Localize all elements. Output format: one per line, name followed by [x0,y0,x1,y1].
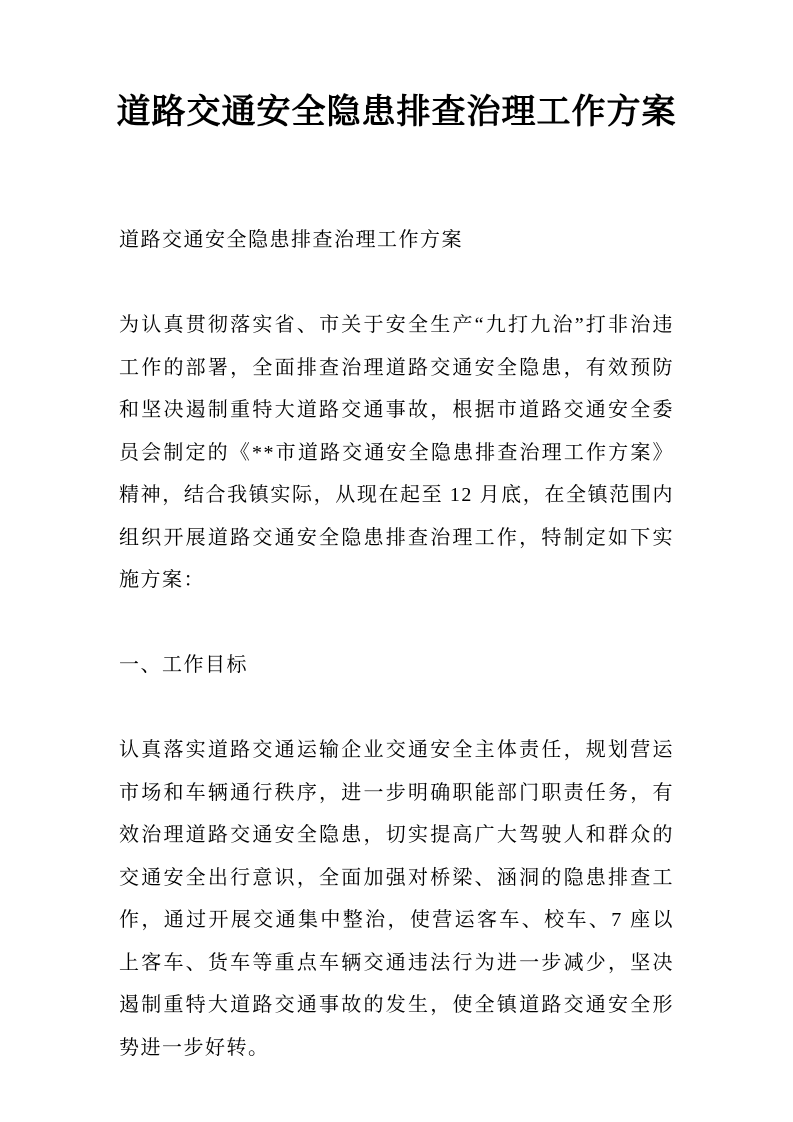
document-body [0,135,793,1069]
section-heading-work-goals: 一、工作目标 [119,654,248,676]
document-title: 道路交通安全隐患排查治理工作方案 [116,94,677,131]
document-subtitle: 道路交通安全隐患排查治理工作方案 [119,229,463,251]
paragraph-work-goals: 认真落实道路交通运输企业交通安全主体责任，规划营运市场和车辆通行秩序，进一步明确职能部门职责任务，有效治理道路交通安全隐患，切实提高广大驾驶人和群众的交通安全出行意识，全面加强对桥梁、涵洞的隐患排查工作，通过开展交通集中整治，使营运客车、校车、7 座以上客车、货车等重点车辆交通违法行为进一步减少，坚决遏制重特大道路交通事故的发生，使全镇道路交通安全形势进一步好转。 [119,739,674,1059]
paragraph-preamble: 为认真贯彻落实省、市关于安全生产“九打九治”打非治违工作的部署，全面排查治理道路交通安全隐患，有效预防和坚决遏制重特大道路交通事故，根据市道路交通安全委员会制定的《**市道路交通安全隐患排查治理工作方案》精神，结合我镇实际，从现在起至 12 月底，在全镇范围内组织开展道路交通安全隐患排查治理工作，特制定如下实施方案： [119,314,674,591]
